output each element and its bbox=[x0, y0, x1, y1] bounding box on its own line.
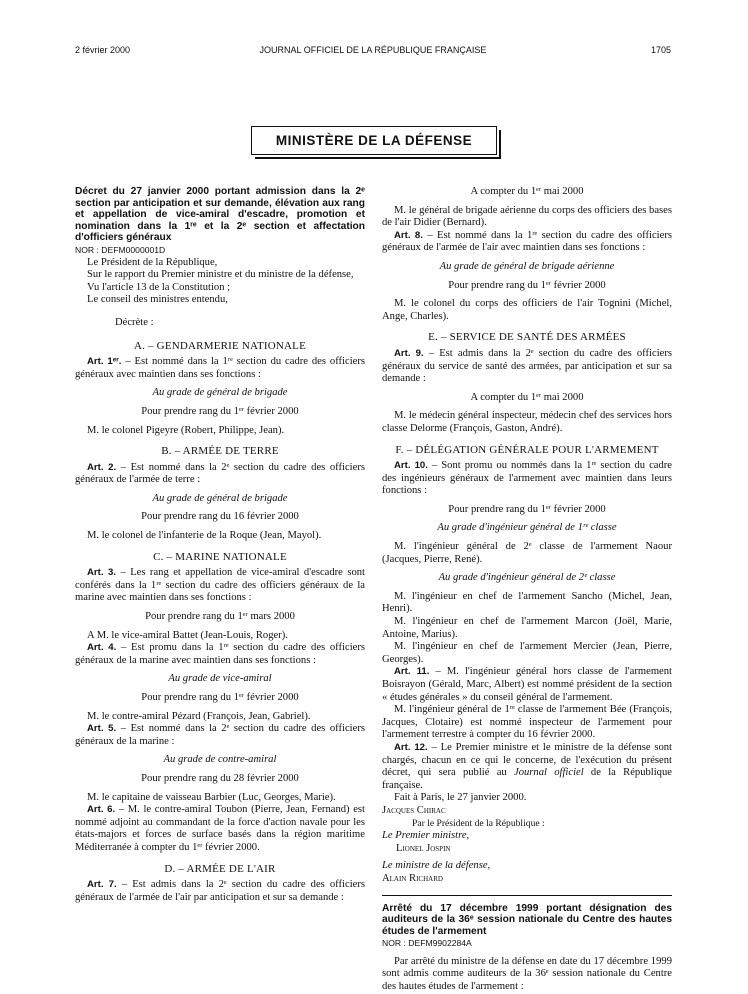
person-line: M. le capitaine de vaisseau Barbier (Luc, Georges, Marie). bbox=[87, 791, 336, 803]
section-heading-d: D. – ARMÉE DE L'AIR bbox=[164, 862, 276, 875]
article-text: – Est nommé dans la 1ʳᵉ section du cadre des officiers généraux avec maintien dans ses fonctions : bbox=[75, 356, 365, 380]
article-9 bbox=[382, 348, 672, 386]
person-line: M. le colonel de l'infanterie de la Roque (Jean, Mayol). bbox=[87, 530, 322, 542]
article-10 bbox=[382, 460, 672, 498]
article-label: Art. 8. bbox=[394, 229, 423, 241]
arrete-nor: NOR : DEFM9902284A bbox=[382, 938, 472, 949]
article-label: Art. 6. bbox=[87, 804, 116, 816]
article-text: – Est nommé dans la 2ᵉ section du cadre des officiers généraux de l'armée de terre : bbox=[75, 461, 365, 486]
article-text: – Est promu dans la 1ʳᵉ section du cadre des officiers généraux de la marine avec maintien dans ses fonctions : bbox=[75, 642, 365, 666]
compter-line: A compter du 1ᵉʳ mai 2000 bbox=[470, 391, 584, 403]
page-number: 1705 bbox=[650, 45, 671, 55]
left-column bbox=[75, 186, 365, 904]
article-label: Art. 10. bbox=[394, 460, 428, 472]
person-line: A M. le vice-amiral Battet (Jean-Louis, Roger). bbox=[87, 629, 288, 641]
article-text: – Sont promu ou nommés dans la 1ʳᵉ section du cadre des ingénieurs généraux de l'armement avec maintien dans leurs fonctions : bbox=[382, 460, 672, 497]
article-text: de la République française. bbox=[382, 767, 672, 791]
decret-nor: NOR : DEFM0000001D bbox=[75, 244, 166, 255]
preamble-line: Le Président de la République, bbox=[87, 256, 218, 268]
article-text: – Est admis dans la 2ᵉ section du cadre des officiers généraux du service de santé des armées, par anticipation et sur sa demande : bbox=[382, 347, 672, 385]
rang-line: Pour prendre rang du 1ᵉʳ février 2000 bbox=[141, 405, 299, 417]
fait-line: Fait à Paris, le 27 janvier 2000. bbox=[394, 792, 527, 804]
article-label: Art. 12. bbox=[394, 741, 428, 753]
decret-title: Décret du 27 janvier 2000 portant admission dans la 2ᵉ section par anticipation et sur demande, élévation aux rang et appellation de vice-amiral d'escadre, promotion et nomination dans la 1ʳᵉ et la 2ᵉ section et affectation d'officiers généraux bbox=[75, 186, 365, 244]
rang-line: Pour prendre rang du 28 février 2000 bbox=[141, 772, 299, 784]
person-line: M. l'ingénieur en chef de l'armement Mercier (Jean, Pierre, Georges). bbox=[382, 641, 672, 665]
article-label: Art. 11. bbox=[394, 666, 430, 678]
article-7 bbox=[75, 879, 365, 904]
minister-title: Le ministre de la défense, bbox=[382, 860, 491, 872]
par-le-president: Par le Président de la République : bbox=[412, 817, 545, 829]
ministry-banner: MINISTÈRE DE LA DÉFENSE bbox=[251, 126, 497, 155]
right-column bbox=[382, 186, 672, 994]
section-heading-c: C. – MARINE NATIONALE bbox=[153, 550, 287, 563]
pm-title: Le Premier ministre, bbox=[382, 830, 470, 842]
pm-name: Lionel Jospin bbox=[396, 842, 451, 854]
preamble-line: Vu l'article 13 de la Constitution ; bbox=[87, 281, 231, 293]
grade-line: Au grade de vice-amiral bbox=[168, 673, 272, 685]
section-heading-b: B. – ARMÉE DE TERRE bbox=[161, 445, 279, 458]
article-label: Art. 7. bbox=[87, 879, 117, 891]
person-line: M. le contre-amiral Pézard (François, Jean, Gabriel). bbox=[87, 710, 311, 722]
arrete-text: Par arrêté du ministre de la défense en date du 17 décembre 1999 sont admis comme auditeurs de la 36ᵉ session nationale du Centre des hautes études de l'armement : bbox=[382, 955, 672, 993]
grade-line: Au grade de contre-amiral bbox=[163, 754, 277, 766]
section-heading-f: F. – DÉLÉGATION GÉNÉRALE POUR L'ARMEMENT bbox=[395, 443, 659, 456]
rang-line: Pour prendre rang du 1ᵉʳ février 2000 bbox=[448, 279, 606, 291]
article-5 bbox=[75, 723, 365, 748]
rang-line: Pour prendre rang du 1ᵉʳ février 2000 bbox=[141, 692, 299, 703]
minister-name: Alain Richard bbox=[382, 872, 443, 884]
article-12 bbox=[382, 742, 672, 792]
grade-line: Au grade de général de brigade bbox=[152, 387, 288, 399]
person-line: M. le colonel Pigeyre (Robert, Philippe, Jean). bbox=[87, 424, 285, 436]
article-3 bbox=[75, 567, 365, 605]
article-text: – Est nommé dans la 1ʳᵉ section du cadre des officiers généraux de l'armée de l'air avec maintien dans ses fonctions : bbox=[382, 229, 672, 254]
article-label: Art. 3. bbox=[87, 567, 116, 579]
article-label: Art. 9. bbox=[394, 347, 424, 359]
article-11 bbox=[382, 666, 672, 704]
decrete: Décrète : bbox=[115, 316, 154, 328]
signature-block bbox=[382, 792, 672, 885]
preamble-line: Le conseil des ministres entendu, bbox=[87, 294, 228, 306]
article-8 bbox=[382, 230, 672, 255]
person-line: M. l'ingénieur général de 2ᵉ classe de l'armement Naour (Jacques, Pierre, René). bbox=[382, 541, 672, 565]
grade-line: Au grade de général de brigade bbox=[152, 492, 288, 504]
journal-title: JOURNAL OFFICIEL DE LA RÉPUBLIQUE FRANÇAISE bbox=[259, 45, 487, 55]
page-header bbox=[75, 44, 671, 58]
section-heading-e: E. – SERVICE DE SANTÉ DES ARMÉES bbox=[428, 331, 626, 344]
section-heading-a: A. – GENDARMERIE NATIONALE bbox=[133, 339, 306, 352]
person-line: M. le général de brigade aérienne du corps des officiers des bases de l'air Didier (Bernard). bbox=[382, 204, 672, 229]
rang-line: Pour prendre rang du 16 février 2000 bbox=[141, 511, 299, 523]
article-text: – Les rang et appellation de vice-amiral d'escadre sont conférés dans la 1ʳᵉ section du cadre des officiers généraux de la marine avec maintien dans ses fonctions : bbox=[75, 567, 365, 604]
rang-line: Pour prendre rang du 1ᵉʳ mars 2000 bbox=[145, 611, 295, 623]
president-signature: Jacques Chirac bbox=[382, 804, 446, 816]
grade-line: Au grade de général de brigade aérienne bbox=[439, 260, 615, 272]
article-text: – Le Premier ministre et le ministre de la défense sont chargés, chacun en ce qui le concerne, de l'exécution du présent décret, qui sera publié au bbox=[382, 741, 672, 779]
article-text: – M. l'ingénieur général hors classe de l'armement Boisrayon (Gérald, Marc, Albert) est nommé président de la section « études générales » du conseil général de l'armement. bbox=[382, 666, 672, 703]
person-line: M. l'ingénieur en chef de l'armement Sancho (Michel, Jean, Henri). bbox=[382, 590, 672, 615]
article-6 bbox=[75, 804, 365, 854]
grade-line: Au grade d'ingénieur général de 1ʳᵉ classe bbox=[437, 522, 617, 534]
article-text: – M. le contre-amiral Toubon (Pierre, Jean, Fernand) est nommé adjoint au commandant de la force d'action navale pour les états-majors et forces de surface basés dans la région maritime Méditerranée à compter du 1ᵉʳ février 2000. bbox=[75, 804, 365, 853]
person-line: M. le colonel du corps des officiers de l'air Tognini (Michel, Ange, Charles). bbox=[382, 298, 672, 322]
divider bbox=[382, 895, 672, 896]
article-label: Art. 5. bbox=[87, 723, 117, 735]
article-4 bbox=[75, 642, 365, 667]
article-11-paragraph: M. l'ingénieur général de 1ʳᵉ classe de l'armement Bée (François, Jacques, Clotaire) est nommé inspecteur de l'armement pour l'armement terrestre à compter du 16 février 2000. bbox=[382, 704, 672, 741]
rang-line: Pour prendre rang du 1ᵉʳ février 2000 bbox=[448, 503, 606, 515]
article-text: – Est nommé dans la 2ᵉ section du cadre des officiers généraux de la marine : bbox=[75, 723, 365, 747]
compter-line: A compter du 1ᵉʳ mai 2000 bbox=[470, 186, 584, 197]
person-line: M. le médecin général inspecteur, médecin chef des services hors classe Delorme (François, Gaston, André). bbox=[382, 410, 672, 434]
article-2 bbox=[75, 462, 365, 487]
preamble-line: Sur le rapport du Premier ministre et du ministre de la défense, bbox=[87, 269, 354, 281]
article-label: Art. 2. bbox=[87, 461, 117, 473]
article-text: – Est admis dans la 2ᵉ section du cadre des officiers généraux de l'armée de l'air par anticipation et sur sa demande : bbox=[75, 879, 365, 903]
article-1 bbox=[75, 356, 365, 381]
article-label: Art. 4. bbox=[87, 642, 117, 654]
article-label: Art. 1ᵉʳ. bbox=[87, 356, 122, 368]
journal-reference: Journal officiel bbox=[514, 767, 584, 779]
person-line: M. l'ingénieur en chef de l'armement Marcon (Joël, Marie, Antoine, Marius). bbox=[382, 616, 672, 640]
header-date: 2 février 2000 bbox=[75, 45, 131, 55]
arrete-title: Arrêté du 17 décembre 1999 portant désignation des auditeurs de la 36ᵉ session nationale du Centre des hautes études de l'armement bbox=[382, 902, 672, 937]
grade-line: Au grade d'ingénieur général de 2ᵉ classe bbox=[438, 572, 616, 584]
